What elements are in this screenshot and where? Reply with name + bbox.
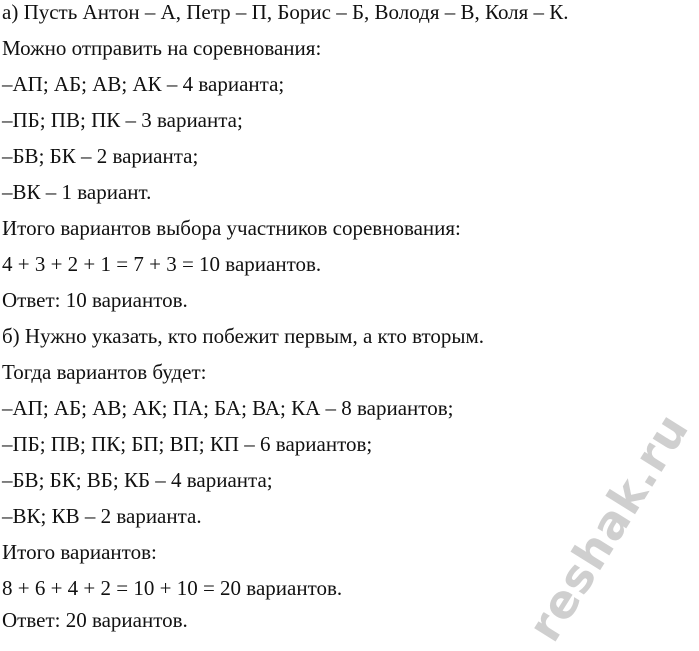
text-line-pairs-b: –БВ; БК – 2 варианта; (2, 144, 199, 168)
watermark-text: reshak.ru (517, 403, 699, 651)
text-line-can-send: Можно отправить на соревнования: (2, 36, 322, 60)
text-line-ordered-pairs-b: –БВ; БК; ВБ; КБ – 4 варианта; (2, 468, 273, 492)
text-line-total-label: Итого вариантов выбора участников соревнования: (2, 216, 461, 240)
text-line-part-a-intro: а) Пусть Антон – А, Петр – П, Борис – Б, Володя – В, Коля – К. (2, 0, 569, 24)
text-line-total-label-b: Итого вариантов: (2, 540, 157, 564)
text-line-pairs-p: –ПБ; ПВ; ПК – 3 варианта; (2, 108, 243, 132)
text-line-ordered-pairs-p: –ПБ; ПВ; ПК; БП; ВП; КП – 6 вариантов; (2, 432, 373, 456)
text-line-variants-will-be: Тогда вариантов будет: (2, 360, 207, 384)
text-line-sum-a: 4 + 3 + 2 + 1 = 7 + 3 = 10 вариантов. (2, 252, 322, 276)
text-line-pairs-a: –АП; АБ; АВ; АК – 4 варианта; (2, 72, 285, 96)
text-line-ordered-pairs-a: –АП; АБ; АВ; АК; ПА; БА; ВА; КА – 8 вариантов; (2, 396, 454, 420)
text-line-part-b-intro: б) Нужно указать, кто побежит первым, а кто вторым. (2, 324, 485, 348)
text-line-answer-b: Ответ: 20 вариантов. (2, 608, 188, 632)
text-line-ordered-pairs-v: –ВК; КВ – 2 варианта. (2, 504, 202, 528)
text-line-sum-b: 8 + 6 + 4 + 2 = 10 + 10 = 20 вариантов. (2, 576, 343, 600)
text-line-answer-a: Ответ: 10 вариантов. (2, 288, 188, 312)
text-line-pairs-v: –ВК – 1 вариант. (2, 180, 152, 204)
watermark (505, 403, 699, 651)
